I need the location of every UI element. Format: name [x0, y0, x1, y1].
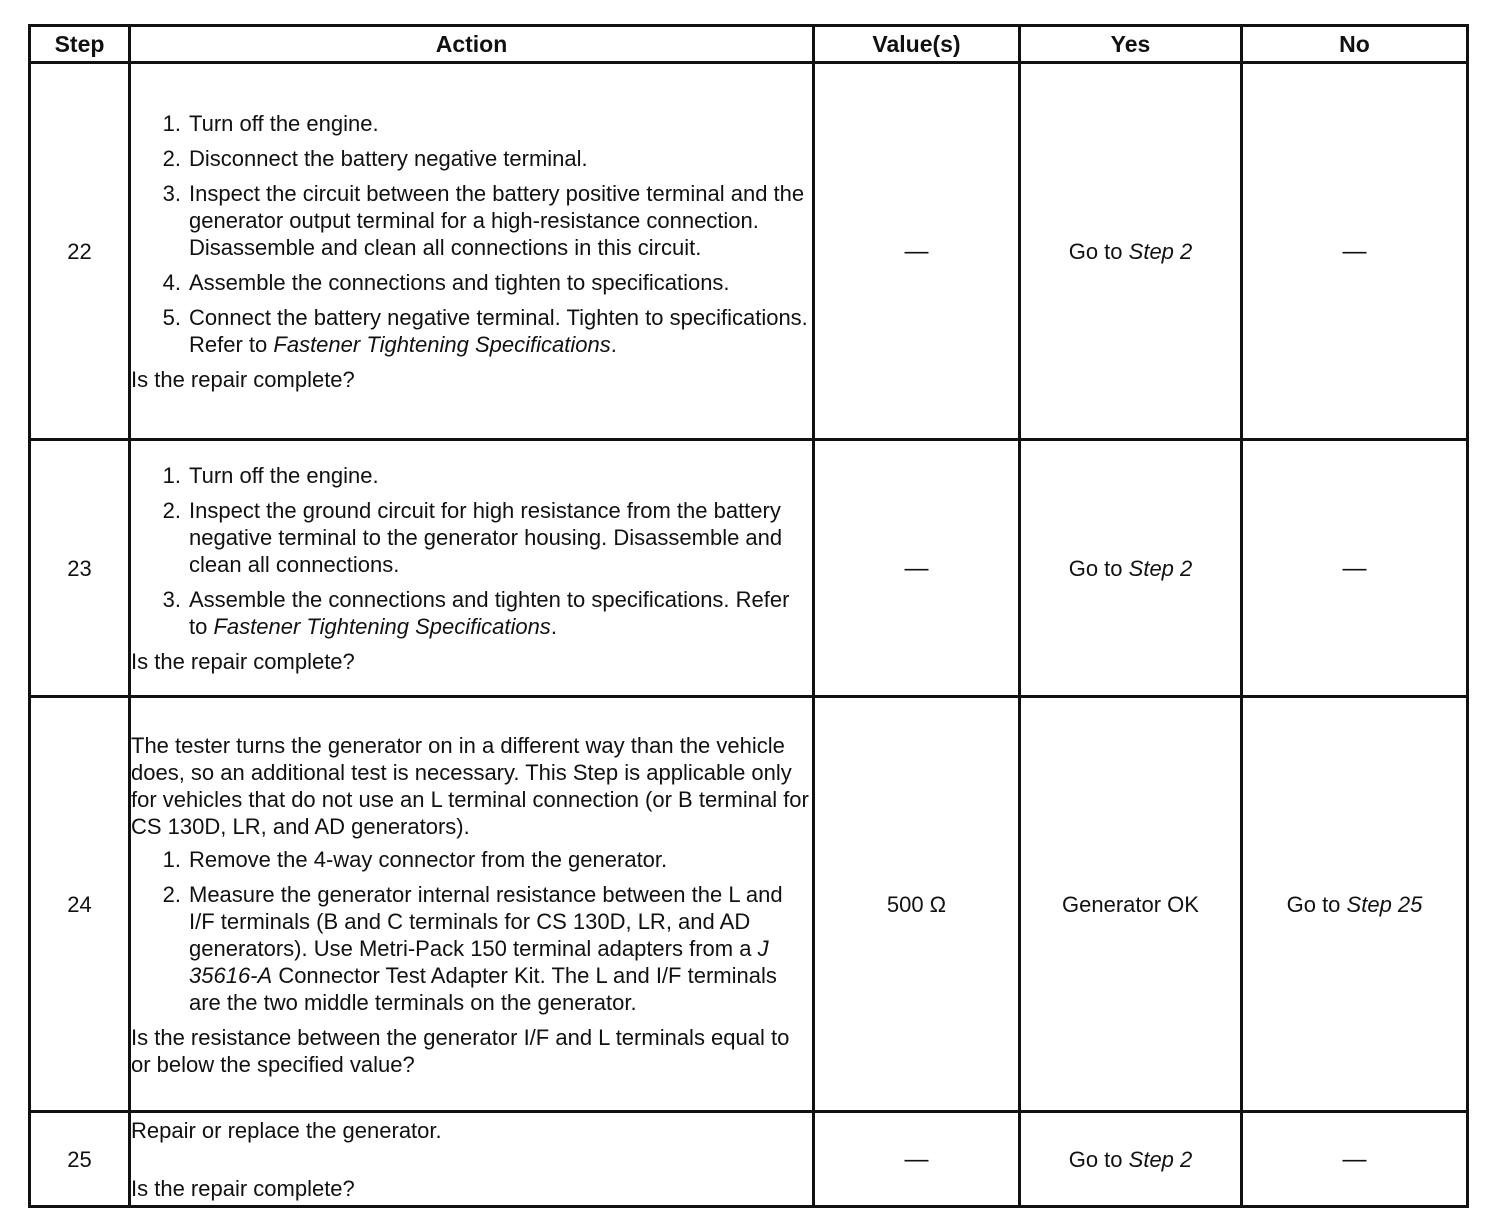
value-cell: 500 Ω	[814, 697, 1020, 1112]
action-step: 1. Turn off the engine.	[162, 110, 379, 136]
step-reference: Step 25	[1346, 891, 1423, 917]
yes-cell: Generator OK	[1020, 697, 1242, 1112]
header-step: Step	[30, 26, 130, 63]
step-reference: Step 2	[1128, 238, 1193, 264]
action-step: 2. Inspect the ground circuit for high resistance from the battery negative terminal to the generator housing. Disassemble and clean all connections.	[162, 497, 783, 577]
no-cell: —	[1242, 63, 1468, 440]
header-yes: Yes	[1020, 26, 1242, 63]
action-cell	[130, 1112, 814, 1207]
action-step: 4. Assemble the connections and tighten to specifications.	[162, 269, 730, 295]
no-cell: —	[1242, 1112, 1468, 1207]
yes-cell: Go to Step 2	[1020, 1112, 1242, 1207]
yes-cell: Go to Step 2	[1020, 440, 1242, 697]
header-action: Action	[130, 26, 814, 63]
action-step: 5. Connect the battery negative terminal. Tighten to specifications. Refer to Fastener Tightening Specifications.	[162, 304, 808, 357]
step-number: 23	[30, 440, 130, 697]
action-step: 2. Disconnect the battery negative terminal.	[162, 145, 588, 171]
action-step: 3. Assemble the connections and tighten to specifications. Refer to Fastener Tightening Specifications.	[162, 586, 790, 639]
action-step: 1. Remove the 4-way connector from the generator.	[162, 847, 668, 872]
value-cell: —	[814, 63, 1020, 440]
question-text: Is the repair complete?	[131, 366, 355, 392]
header-values: Value(s)	[814, 26, 1020, 63]
action-steps	[131, 462, 812, 640]
reference-link: Fastener Tightening Specifications	[273, 331, 611, 357]
question-text: Is the repair complete?	[131, 648, 355, 674]
action-cell	[130, 440, 814, 697]
step-reference: Step 2	[1128, 1146, 1193, 1172]
no-cell: —	[1242, 440, 1468, 697]
reference-link: Fastener Tightening Specifications	[213, 613, 551, 639]
action-step: 3. Inspect the circuit between the battery positive terminal and the generator output terminal for a high-resistance connection. Disassemble and clean all connections in this circuit.	[162, 180, 805, 260]
action-steps	[131, 846, 812, 1016]
table-row-step-24	[30, 697, 1468, 1112]
action-cell	[130, 697, 814, 1112]
action-cell	[130, 63, 814, 440]
step-reference: Step 2	[1128, 555, 1193, 581]
action-text: Repair or replace the generator.	[131, 1117, 442, 1143]
table-row-step-23	[30, 440, 1468, 697]
intro-text: The tester turns the generator on in a different way than the vehicle does, so an additional test is necessary. This Step is applicable only for vehicles that do not use an L terminal connection (or B terminal for CS 130D, LR, and AD generators).	[131, 733, 809, 839]
value-cell: —	[814, 440, 1020, 697]
action-step: 1. Turn off the engine.	[162, 462, 379, 488]
header-no: No	[1242, 26, 1468, 63]
action-steps	[131, 110, 812, 358]
step-number: 22	[30, 63, 130, 440]
question-text: Is the repair complete?	[131, 1175, 355, 1201]
header-row	[30, 26, 1468, 63]
action-step: 2. Measure the generator internal resistance between the L and I/F terminals (B and C terminals for CS 130D, LR, and AD generators). Use Metri-Pack 150 terminal adapters from a J 35616-A Connector Test Adapter Kit. The L and I/F terminals are the two middle terminals on the generator.	[162, 882, 783, 1015]
tool-reference: J 35616-A	[189, 936, 769, 988]
question-text: Is the resistance between the generator I/F and L terminals equal to or below the specified value?	[131, 1025, 790, 1077]
value-cell: —	[814, 1112, 1020, 1207]
yes-cell: Go to Step 2	[1020, 63, 1242, 440]
no-cell: Go to Step 25	[1242, 697, 1468, 1112]
table-row-step-25	[30, 1112, 1468, 1207]
table-row-step-22	[30, 63, 1468, 440]
step-number: 25	[30, 1112, 130, 1207]
step-number: 24	[30, 697, 130, 1112]
diagnostic-table	[28, 24, 1469, 1208]
